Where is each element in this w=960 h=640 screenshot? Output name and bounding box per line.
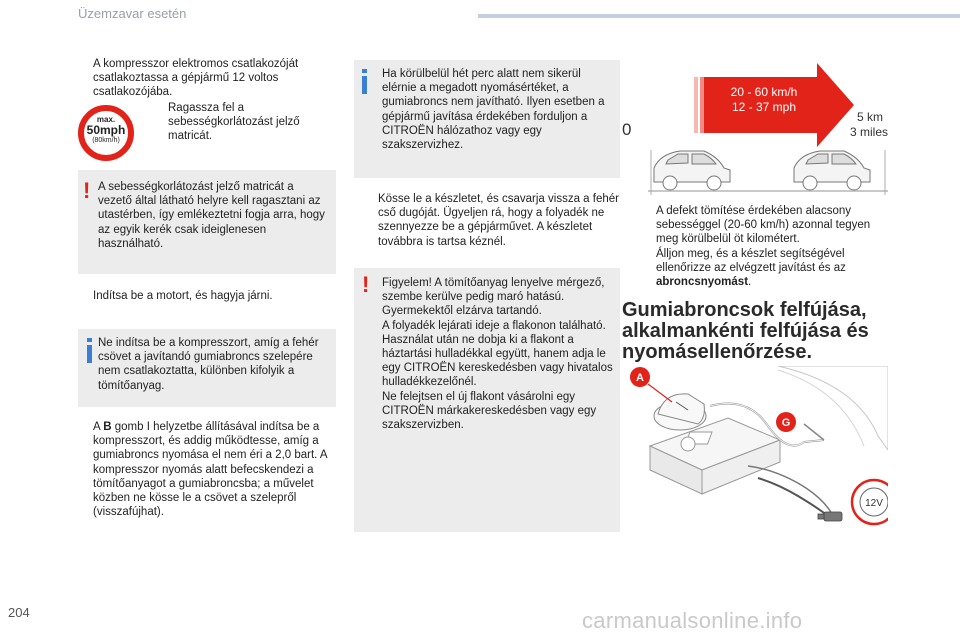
sticker-mph: 50mph (86, 123, 126, 137)
compressor-kit-illustration (628, 366, 888, 536)
instruction-text: A kompresszor elektromos csatlakozóját csatlakoztassa a gépjármű 12 voltos csatlakozójába. (93, 58, 299, 99)
info-icon (362, 69, 367, 73)
watermark: carmanualsonline.info (582, 608, 803, 633)
distance-miles-label: 3 miles (849, 125, 888, 139)
sticker-max: max. (96, 115, 116, 124)
car-start-icon (654, 151, 730, 190)
speed-arrow-band-light (700, 77, 704, 133)
speed-kmh-label: 20 - 60 km/h (730, 85, 798, 99)
distance-km-label: 5 km (856, 110, 883, 124)
power-cable-2 (748, 466, 832, 514)
text-part: . (748, 276, 752, 289)
instruction-disconnect-kit (363, 192, 621, 249)
compressor-box-icon (650, 418, 780, 494)
info-icon-bar (362, 76, 367, 94)
warning-icon: ! (83, 178, 91, 203)
instruction-start-engine (78, 289, 340, 303)
pressure-term: abroncsnyomást (656, 276, 749, 289)
callout-a-line (648, 384, 672, 402)
speed-mph-label: 12 - 37 mph (731, 100, 797, 114)
info-text: Ne indítsa be a kompresszort, amíg a fehér csövet a javítandó gumiabroncs szelepére nem csatlakoztatta, különben kifolyik a tömítőanyag. (98, 337, 319, 392)
speed-arrow-band-mid (694, 77, 698, 133)
header-bar (478, 14, 960, 18)
sealant-bottle-icon (654, 394, 706, 430)
tyre-inner (778, 370, 864, 446)
instruction-text: Kösse le a készletet, és csavarja vissza a fehér cső dugóját. Ügyeljen rá, hogy a folyadék ne szennyezze be a gépjárművet. A készletet továbbra is tartsa kéznél. (378, 193, 619, 248)
section-title: Gumiabroncsok felfújása, alkalmankénti felfújása és nyomásellenőrzése. (622, 299, 869, 363)
instruction-sticker (148, 101, 308, 144)
info-icon (87, 338, 92, 342)
instruction-text: A defekt tömítése érdekében alacsony sebességgel (20-60 km/h) azonnal tegyen meg körülbelül öt kilométert. (656, 205, 871, 246)
info-text: Ha körülbelül hét perc alatt nem sikerül elérnie a megadott nyomásértéket, a gumiabroncs nem javítható. Ilyen esetben a gépjármű javítása érdekében forduljon a CITROËN hálózathoz vagy egy szakszervizhez. (382, 68, 605, 152)
12v-socket-icon (852, 480, 888, 524)
warning-text: Figyelem! A tömítőanyag lenyelve mérgező, szembe kerülve pedig maró hatású. Gyermekektől elzárva tartandó. A folyadék lejárati ideje a flakonon található. Használat után ne dobja ki a flakont a háztartási hulladékkal együtt, hanem adja le egy CITROËN kereskedésben vagy hivatalos hulladékkezelőnél. Ne felejtsen el új flakont vásárolni egy CITROËN márkakereskedésben vagy egy szakszervizben. (382, 277, 613, 432)
instruction-stop-check (641, 247, 887, 290)
warning-text: A sebességkorlátozást jelző matricát a vezető által látható helyre kell ragasztani az utastérben, így emlékeztetni fogja arra, hogy az egyik kerék csak ideiglenesen használható. (98, 181, 325, 250)
info-box-seven-minutes (354, 60, 620, 178)
instruction-text: Ragassza fel a sebességkorlátozást jelző matricát. (168, 102, 300, 143)
hose-to-tyre (804, 424, 824, 440)
tyre-outline (778, 366, 888, 450)
header-title: Üzemzavar esetén (78, 6, 187, 21)
warning-icon: ! (362, 272, 370, 297)
text-part: Álljon meg, és a készlet segítségével ellenőrizze az elvégzett javítást és az (656, 248, 846, 275)
warning-box-sealant (354, 268, 620, 532)
text-part: A (93, 421, 104, 433)
callout-g-label: G (781, 417, 791, 429)
info-box-compressor (78, 329, 336, 407)
info-icon-bar (87, 345, 92, 363)
page-number: 204 (8, 605, 30, 620)
warning-box-sticker (78, 170, 336, 274)
instruction-text: Indítsa be a motort, és hagyja járni. (93, 290, 273, 302)
text-part: gomb I helyzetbe állításával indítsa be a kompresszort, és addig működtesse, amíg a gumiabroncs nyomása el nem éri a 2,0 bart. A kompresszor nyomás alatt befecskendezi a tömítőanyagot a gumiabroncsba; a művelet közben ne kösse le a csövet a szelepről (visszafújhat). (93, 421, 327, 519)
speed-distance-diagram (622, 60, 888, 200)
car-plug-icon (818, 512, 842, 521)
instruction-text (78, 420, 340, 519)
instruction-text (641, 247, 887, 290)
instruction-drive (641, 204, 887, 247)
callout-a-label: A (636, 372, 644, 384)
car-end-icon (794, 151, 870, 190)
button-b-label: B (103, 421, 112, 433)
distance-zero-label: 0 (622, 120, 632, 139)
12v-label: 12V (865, 498, 883, 509)
speed-limit-sticker (78, 105, 134, 161)
sticker-kmh: (80km/h) (92, 137, 120, 144)
instruction-connect-compressor (78, 57, 340, 100)
instruction-press-b (78, 420, 340, 519)
